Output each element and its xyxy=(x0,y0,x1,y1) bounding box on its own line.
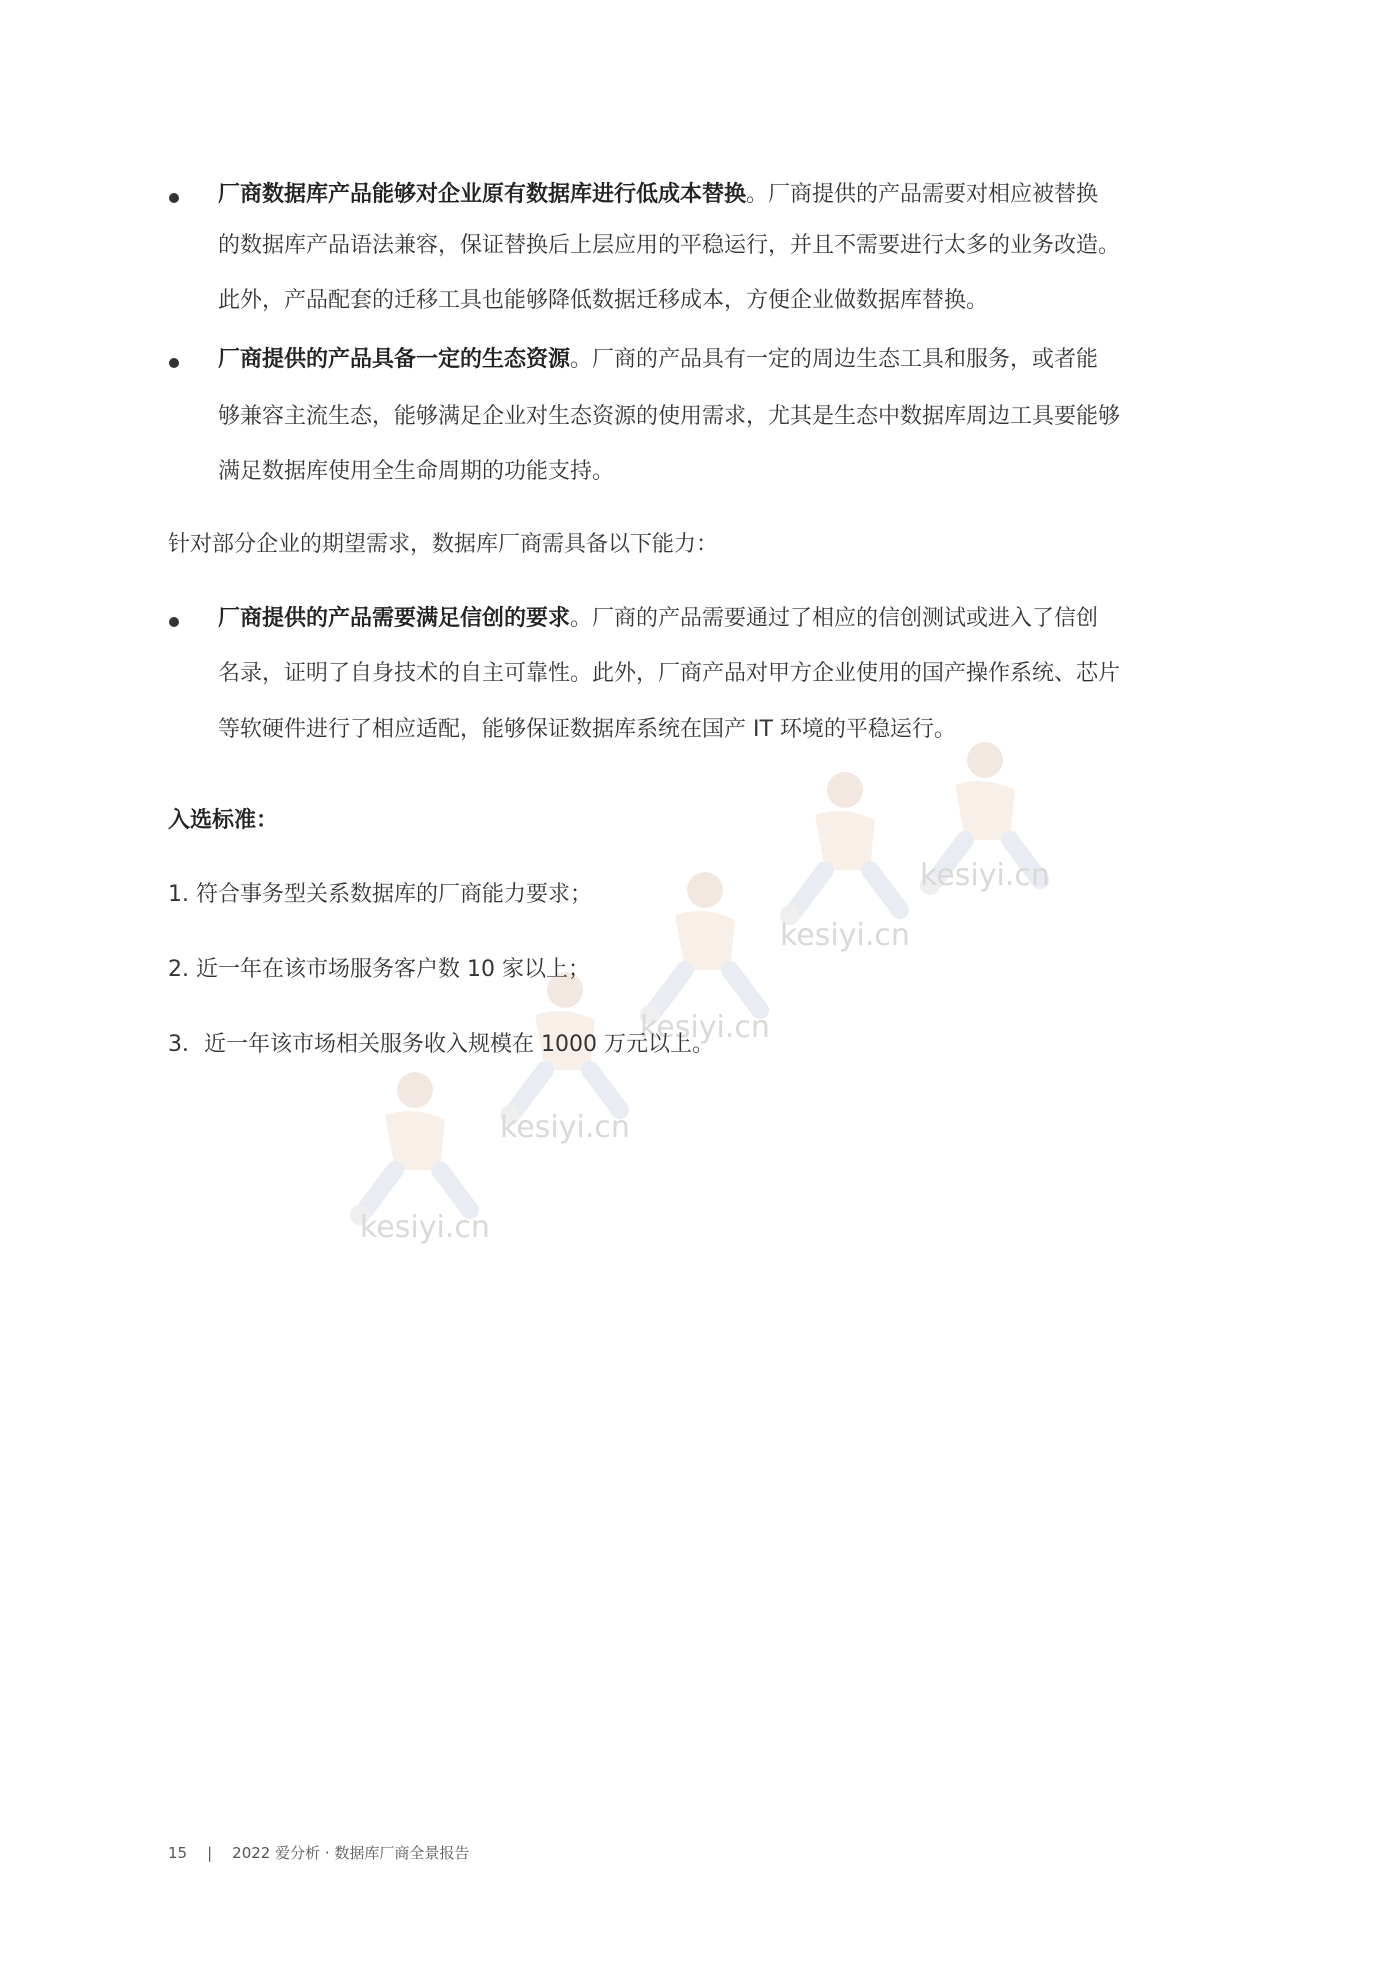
bullet-dot xyxy=(169,358,179,368)
criteria-item: 2. 近一年在该市场服务客户数 10 家以上； xyxy=(168,957,590,982)
bullet-line xyxy=(218,604,1098,634)
watermark-figure-4 xyxy=(770,760,930,930)
bullet-bold-lead: 厂商提供的产品具备一定的生态资源 xyxy=(218,347,571,372)
bullet-bold-lead: 厂商提供的产品需要满足信创的要求 xyxy=(218,606,571,631)
bullet-line: 的数据库产品语法兼容，保证替换后上层应用的平稳运行，并且不需要进行太多的业务改造。 xyxy=(218,233,1121,258)
watermark-text-3: kesiyi.cn xyxy=(640,1010,770,1045)
bullet-line: 满足数据库使用全生命周期的功能支持。 xyxy=(218,459,615,484)
bullet-line: 此外，产品配套的迁移工具也能够降低数据迁移成本，方便企业做数据库替换。 xyxy=(218,288,989,313)
criteria-item: 3．近一年该市场相关服务收入规模在 1000 万元以上。 xyxy=(168,1032,714,1057)
watermark-text-1: kesiyi.cn xyxy=(360,1210,490,1245)
bullet-line xyxy=(218,180,1098,210)
bullet-dot xyxy=(169,617,179,627)
criteria-item: 1. 符合事务型关系数据库的厂商能力要求； xyxy=(168,882,592,907)
watermark-text-2: kesiyi.cn xyxy=(500,1110,630,1145)
criteria-heading: 入选标准： xyxy=(168,808,279,833)
bullet-dot xyxy=(169,193,179,203)
page-number: 15 xyxy=(168,1844,188,1862)
bullet-text: 。厂商提供的产品需要对相应被替换 xyxy=(746,182,1099,207)
watermark-text-5: kesiyi.cn xyxy=(920,858,1050,893)
bullet-text: 。厂商的产品具有一定的周边生态工具和服务，或者能 xyxy=(570,347,1099,372)
watermark-text-4: kesiyi.cn xyxy=(780,918,910,953)
footer-separator: | xyxy=(207,1844,213,1862)
bullet-bold-lead: 厂商数据库产品能够对企业原有数据库进行低成本替换 xyxy=(218,182,747,207)
intro-paragraph: 针对部分企业的期望需求，数据库厂商需具备以下能力： xyxy=(168,532,719,557)
bullet-line xyxy=(218,345,1098,375)
bullet-text: 。厂商的产品需要通过了相应的信创测试或进入了信创 xyxy=(570,606,1099,631)
watermark-figure-3 xyxy=(630,860,790,1030)
page-footer xyxy=(168,1843,469,1863)
watermark-figure-1 xyxy=(340,1060,500,1230)
bullet-line: 够兼容主流生态，能够满足企业对生态资源的使用需求，尤其是生态中数据库周边工具要能够 xyxy=(218,404,1121,429)
bullet-line: 等软硬件进行了相应适配，能够保证数据库系统在国产 IT 环境的平稳运行。 xyxy=(218,717,956,742)
bullet-line: 名录，证明了自身技术的自主可靠性。此外，厂商产品对甲方企业使用的国产操作系统、芯片 xyxy=(218,661,1121,686)
report-title: 2022 爱分析 · 数据库厂商全景报告 xyxy=(232,1844,470,1862)
